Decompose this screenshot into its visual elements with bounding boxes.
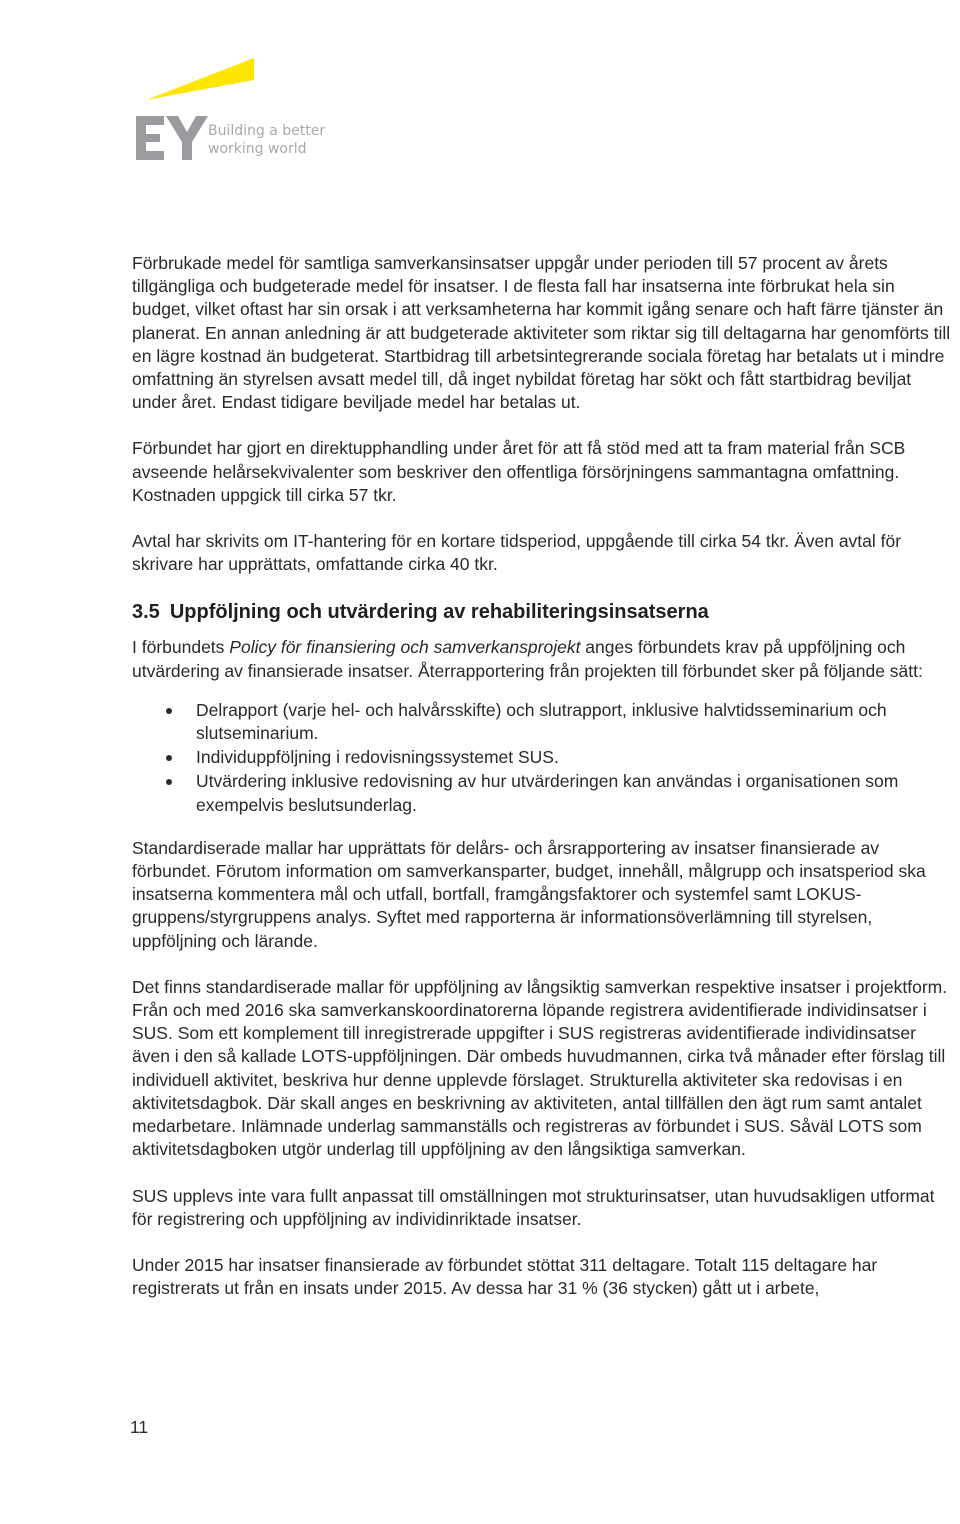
- list-item: [132, 699, 952, 745]
- logo-tagline-line2: working world: [208, 141, 307, 157]
- section-title: Uppföljning och utvärdering av rehabiliteringsinsatserna: [169, 601, 709, 624]
- logo-letter-y: [166, 116, 208, 160]
- paragraph: SUS upplevs inte vara fullt anpassat till omställningen mot strukturinsatser, utan huvudsakligen utformat för registrering och uppföljning av individinriktade insatser.: [132, 1185, 935, 1229]
- bullet-icon: [166, 755, 172, 761]
- bullet-icon: [166, 779, 172, 785]
- bullet-icon: [166, 708, 172, 714]
- paragraph: Under 2015 har insatser finansierade av förbundet stöttat 311 deltagare. Totalt 115 deltagare har registrerats ut från en insats under 2015. Av dessa har 31 % (36 stycken) gått ut i arbete,: [132, 1254, 878, 1299]
- intro-text-end: anges förbundets krav på uppföljning och utvärdering av finansierade insatser. Återrapportering från projekten till förbundet sker på följande sätt:: [132, 637, 923, 681]
- ey-logo: [136, 58, 336, 168]
- paragraph: Avtal har skrivits om IT-hantering för en kortare tidsperiod, uppgående till cirka 54 tkr. Även avtal för skrivare har upprättats, omfattande cirka 40 tkr.: [132, 531, 902, 575]
- document-body: [132, 252, 952, 1300]
- list-item-text: Individuppföljning i redovisningssystemet SUS.: [196, 747, 559, 768]
- paragraph: Förbundet har gjort en direktupphandling under året för att få stöd med att ta fram material från SCB avseende helårsekvivalenter som beskriver den offentliga försörjningens sammantagna omfattning. Kostnaden uppgick till cirka 57 tkr.: [132, 438, 906, 505]
- list-item: [132, 770, 952, 816]
- intro-text-start: I förbundets: [132, 637, 230, 658]
- intro-paragraph: [132, 636, 952, 682]
- page-number: 11: [130, 1417, 149, 1437]
- logo-tagline: [208, 122, 325, 158]
- logo-beam: [146, 58, 254, 100]
- list-item-text: Delrapport (varje hel- och halvårsskifte) och slutrapport, inklusive halvtidsseminarium och slutseminarium.: [196, 699, 887, 744]
- paragraph: Det finns standardiserade mallar för uppföljning av långsiktig samverkan respektive insatser i projektform. Från och med 2016 ska samverkanskoordinatorerna löpande registrera avidentifierade individinsatser i SUS. Som ett komplement till inregistrerade uppgifter i SUS registreras avidentifierade individinsatser även i den så kallade LOTS-uppföljningen. Där ombeds huvudmannen, cirka två månader efter förslag till individuell aktivitet, beskriva hur denne upplevde förslaget. Strukturella aktiviteter ska redovisas i en aktivitetsdagbok. Där skall anges en beskrivning av aktiviteten, antal tillfällen den ägt rum samt antalet medarbetare. Inlämnade underlag sammanställs och registreras av förbundet i SUS. Såväl LOTS som aktivitetsdagboken utgör underlag till uppföljning av den långsiktiga samverkan.: [132, 976, 948, 1160]
- logo-letter-e: [136, 116, 164, 160]
- list-item: [132, 746, 952, 769]
- policy-title: Policy för finansiering och samverkansprojekt: [229, 637, 581, 658]
- section-heading: [132, 600, 952, 624]
- logo-tagline-line1: Building a better: [208, 123, 326, 139]
- paragraph: Standardiserade mallar har upprättats för delårs- och årsrapportering av insatser finansierade av förbundet. Förutom information om samverkansparter, budget, innehåll, målgrupp och insatsperiod ska insatserna kommentera mål och utfall, bortfall, framgångsfaktorer och systemfel samt LOKUS-gruppens/styrgruppens analys. Syftet med rapporterna är informationsöverlämning till styrelsen, uppföljning och lärande.: [132, 837, 926, 951]
- list-item-text: Utvärdering inklusive redovisning av hur utvärderingen kan användas i organisationen som exempelvis beslutsunderlag.: [196, 771, 899, 815]
- paragraph: Förbrukade medel för samtliga samverkansinsatser uppgår under perioden till 57 procent av årets tillgängliga och budgeterade medel för insatser. I de flesta fall har insatserna inte förbrukat hela sin budget, vilket oftast har sin orsak i att verksamheterna har kommit igång senare och haft färre tjänster än planerat. En annan anledning är att budgeterade aktiviteter som riktar sig till deltagarna har genomförts till en lägre kostnad än budgeterat. Startbidrag till arbetsintegrerande sociala företag har betalats ut i mindre omfattning än styrelsen avsatt medel till, då inget nybildat företag har sökt och fått startbidrag beviljat under året. Endast tidigare beviljade medel har betalas ut.: [132, 253, 951, 413]
- section-number: 3.5: [132, 601, 160, 624]
- bullet-list: [132, 699, 952, 817]
